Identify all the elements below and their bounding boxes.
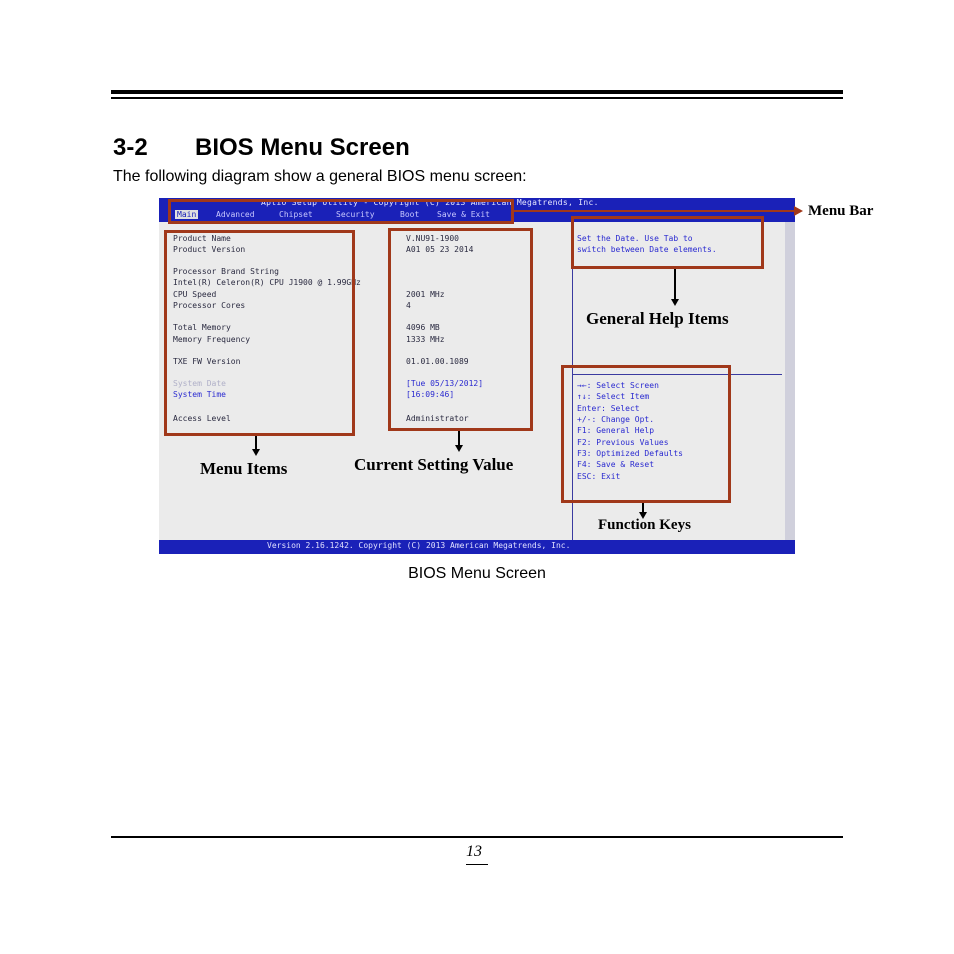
label-function-keys: Function Keys [598, 517, 691, 533]
page-number-underline [466, 864, 488, 865]
menu-bar-arrow-line [514, 210, 795, 212]
current-setting-arrow-line [458, 431, 460, 446]
bios-value-product-name: V.NU91-1900 [406, 234, 459, 243]
bios-help-line-1: Set the Date. Use Tab to [577, 234, 693, 243]
menu-bar-arrowhead [794, 206, 803, 216]
bios-item-processor-string: Intel(R) Celeron(R) CPU J1900 @ 1.99GHz [173, 278, 361, 287]
bios-item-system-time[interactable]: System Time [173, 390, 226, 399]
bios-tab-advanced[interactable]: Advanced [216, 210, 255, 219]
header-rule-bottom [111, 97, 843, 99]
section-number: 3-2 [113, 134, 148, 161]
bios-item-product-name: Product Name [173, 234, 231, 243]
current-setting-arrowhead [455, 445, 463, 452]
header-rule-top [111, 90, 843, 94]
annotation-box-menu-bar [168, 199, 514, 224]
label-menu-items: Menu Items [200, 459, 288, 478]
bios-item-memory-frequency: Memory Frequency [173, 335, 251, 344]
bios-item-processor-brand: Processor Brand String [173, 267, 279, 276]
bios-key-general-help: F1: General Help [577, 426, 655, 435]
annotation-box-menu-items [164, 230, 355, 436]
bios-key-enter: Enter: Select [577, 404, 640, 413]
bios-key-save-reset: F4: Save & Reset [577, 460, 655, 469]
bios-footer-text: Version 2.16.1242. Copyright (C) 2013 American Megatrends, Inc. [267, 541, 571, 550]
annotation-box-general-help [571, 216, 764, 269]
bios-value-processor-cores: 4 [406, 301, 411, 310]
bios-key-previous-values: F2: Previous Values [577, 438, 669, 447]
bios-key-optimized-defaults: F3: Optimized Defaults [577, 449, 683, 458]
bios-item-processor-cores: Processor Cores [173, 301, 246, 310]
bios-right-edge [785, 222, 795, 540]
bios-value-product-version: A01 05 23 2014 [406, 245, 474, 254]
bios-help-line-2: switch between Date elements. [577, 245, 717, 254]
bios-key-select-item: ↑↓: Select Item [577, 392, 650, 401]
menu-items-arrowhead [252, 449, 260, 456]
bios-tab-chipset[interactable]: Chipset [279, 210, 313, 219]
bios-value-total-memory: 4096 MB [406, 323, 440, 332]
bios-tab-save-exit[interactable]: Save & Exit [437, 210, 490, 219]
bios-item-total-memory: Total Memory [173, 323, 231, 332]
bios-tab-main[interactable]: Main [177, 210, 197, 219]
menu-items-arrow-line [255, 436, 257, 450]
bios-key-change-opt: +/-: Change Opt. [577, 415, 655, 424]
intro-text: The following diagram show a general BIOS menu screen: [113, 168, 527, 185]
label-general-help: General Help Items [586, 309, 729, 328]
annotation-box-current-setting [388, 228, 533, 431]
general-help-arrow-line [674, 269, 676, 300]
section-heading [113, 134, 410, 162]
bios-item-system-date[interactable]: System Date [173, 379, 226, 388]
annotation-box-function-keys [561, 365, 731, 503]
bios-value-txe-version: 01.01.00.1089 [406, 357, 469, 366]
bios-value-system-date[interactable]: [Tue 05/13/2012] [406, 379, 484, 388]
label-menu-bar: Menu Bar [808, 203, 874, 219]
bios-title: Aptio Setup Utility - Copyright (C) 2013 American Megatrends, Inc. [261, 198, 599, 207]
bios-key-select-screen: →←: Select Screen [577, 381, 659, 390]
bios-value-memory-frequency: 1333 MHz [406, 335, 445, 344]
general-help-arrowhead [671, 299, 679, 306]
bios-tab-security[interactable]: Security [336, 210, 375, 219]
page-number: 13 [466, 843, 482, 860]
figure-caption: BIOS Menu Screen [408, 565, 546, 582]
bios-key-esc-exit: ESC: Exit [577, 472, 621, 481]
bios-item-access-level: Access Level [173, 414, 231, 423]
section-title: BIOS Menu Screen [195, 134, 410, 161]
bios-item-txe-version: TXE FW Version [173, 357, 241, 366]
label-current-setting: Current Setting Value [354, 455, 514, 474]
bios-value-cpu-speed: 2001 MHz [406, 290, 445, 299]
bios-item-cpu-speed: CPU Speed [173, 290, 217, 299]
footer-rule [111, 836, 843, 838]
bios-tab-boot[interactable]: Boot [400, 210, 420, 219]
bios-item-product-version: Product Version [173, 245, 246, 254]
bios-value-access-level: Administrator [406, 414, 469, 423]
bios-value-system-time[interactable]: [16:09:46] [406, 390, 455, 399]
